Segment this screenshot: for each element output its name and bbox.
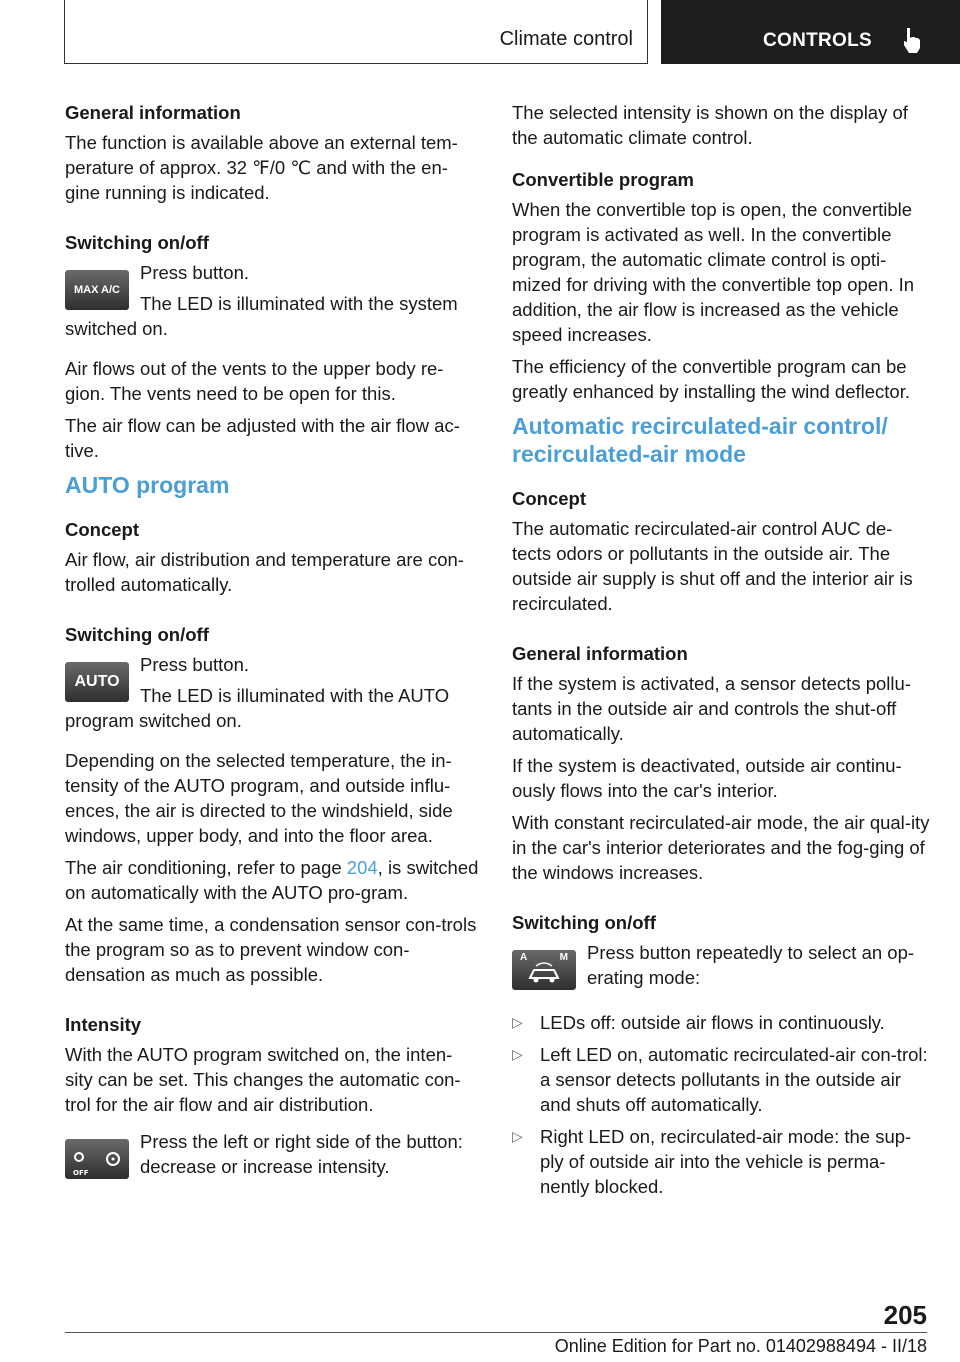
general-text-2: If the system is deactivated, outside air continu‐ously flows into the car's interior. <box>512 755 902 801</box>
fan-icon <box>65 1139 129 1179</box>
triangle-bullet-icon: ▷ <box>512 1046 523 1062</box>
fan-intensity-button-image <box>65 1139 129 1179</box>
auto-instruction <box>65 652 479 733</box>
ac-reference-text <box>65 855 479 905</box>
mode-list <box>512 1010 930 1199</box>
heading-auto-program: AUTO program <box>65 472 230 498</box>
convertible-text: When the convertible top is open, the convertible program is activated as well. In the convertible program, the automatic climate control is opti‐mized for driving with the convertible top open. In addition, the air flow is increased as the vehicle speed increases. <box>512 199 915 345</box>
efficiency-text: The efficiency of the convertible program can be greatly enhanced by installing the wind deflector. <box>512 356 911 402</box>
right-column <box>512 100 930 1206</box>
heading-intensity: Intensity <box>65 1014 142 1035</box>
svg-text:OFF: OFF <box>73 1169 89 1177</box>
page-link-204[interactable]: 204 <box>346 857 378 878</box>
edition-text: Online Edition for Part no. 01402988494 - II/18 <box>554 1336 927 1356</box>
heading-recirculated-air: Automatic recirculated-air control/ recirculated-air mode <box>512 413 888 467</box>
condensation-text: At the same time, a condensation sensor con‐trols the program so as to prevent window con‐densation as much as possible. <box>65 914 477 985</box>
recirc-led-a: A <box>520 952 528 963</box>
press-button-text-2: Press button. <box>140 654 250 675</box>
header-section-box <box>64 0 648 64</box>
heading-switching-recirc: Switching on/off <box>512 912 656 933</box>
bullet-text: Left LED on, automatic recirculated-air con‐trol: a sensor detects pollutants in the outside air and shuts off automatically. <box>540 1044 928 1115</box>
footer-divider <box>65 1332 927 1333</box>
intensity-instruction <box>65 1129 479 1179</box>
intensity-shown-text: The selected intensity is shown on the display of the automatic climate control. <box>512 102 908 148</box>
led-maxac-text: The LED is illuminated with the system switched on. <box>65 293 458 339</box>
page-number: 205 <box>883 1300 927 1330</box>
air-flows-text: Air flows out of the vents to the upper body re‐gion. The vents need to be open for this. <box>65 358 444 404</box>
heading-switching-auto: Switching on/off <box>65 624 209 645</box>
left-column <box>65 100 479 1186</box>
concept-text: Air flow, air distribution and temperature are con‐trolled automatically. <box>65 549 464 595</box>
maxac-instruction <box>65 260 479 341</box>
press-button-text: Press button. <box>140 262 250 283</box>
led-auto-text: The LED is illuminated with the AUTO program switched on. <box>65 685 450 731</box>
ac-post: , is switched on automatically with the AUTO pro‐gram. <box>65 857 479 903</box>
recirc-led-m: M <box>559 952 568 963</box>
heading-switching: Switching on/off <box>65 232 209 253</box>
general-text-3: With constant recirculated-air mode, the air qual‐ity in the car's interior deteriorates and the fog‐ging of the windows increases. <box>512 812 930 883</box>
list-item <box>512 1042 930 1117</box>
controls-tab-label: CONTROLS <box>763 30 873 51</box>
maxac-button-image: MAX A/C <box>65 270 129 310</box>
general-text-1: If the system is activated, a sensor detects pollu‐tants in the outside air and controls the shut-off automatically. <box>512 673 911 744</box>
heading-general-recirc: General information <box>512 643 688 664</box>
recirc-instruction <box>512 940 930 1000</box>
section-title: Climate control <box>499 28 633 50</box>
recirc-press-text: Press button repeatedly to select an op‐erating mode: <box>587 942 915 988</box>
recirc-concept-text: The automatic recirculated-air control AUC de‐tects odors or pollutants in the outside air. The outside air supply is shut off and the interior air is recirculated. <box>512 518 913 614</box>
heading-concept: Concept <box>65 519 139 540</box>
general-info-text: The function is available above an external tem‐perature of approx. 32 ℉/0 ℃ and with the en‐gine running is indicated. <box>65 132 458 203</box>
triangle-bullet-icon: ▷ <box>512 1014 523 1030</box>
list-item <box>512 1124 930 1199</box>
bullet-text: Right LED on, recirculated-air mode: the sup‐ply of outside air into the vehicle is perma‐nently blocked. <box>540 1126 912 1197</box>
bullet-text: LEDs off: outside air flows in continuously. <box>540 1012 885 1033</box>
heading-general-info: General information <box>65 102 241 123</box>
ac-pre: The air conditioning, refer to page <box>65 857 347 878</box>
page-header <box>64 0 960 64</box>
hand-pointer-icon <box>901 26 923 54</box>
heading-concept-recirc: Concept <box>512 488 586 509</box>
heading-convertible: Convertible program <box>512 169 694 190</box>
controls-tab[interactable] <box>661 0 960 64</box>
list-item <box>512 1010 930 1035</box>
air-adjust-text: The air flow can be adjusted with the air flow ac‐tive. <box>65 415 460 461</box>
intensity-press-text: Press the left or right side of the button: decrease or increase intensity. <box>140 1131 463 1177</box>
auto-button-image: AUTO <box>65 662 129 702</box>
triangle-bullet-icon: ▷ <box>512 1128 523 1144</box>
depending-text: Depending on the selected temperature, the in‐tensity of the AUTO program, and outside influ‐ences, the air is directed to the windshield, side windows, upper body, and into the floor area. <box>65 750 453 846</box>
recirc-button-image <box>512 950 576 990</box>
intensity-text: With the AUTO program switched on, the inten‐sity can be set. This changes the automatic con‐trol for the air flow and air distribution. <box>65 1044 461 1115</box>
